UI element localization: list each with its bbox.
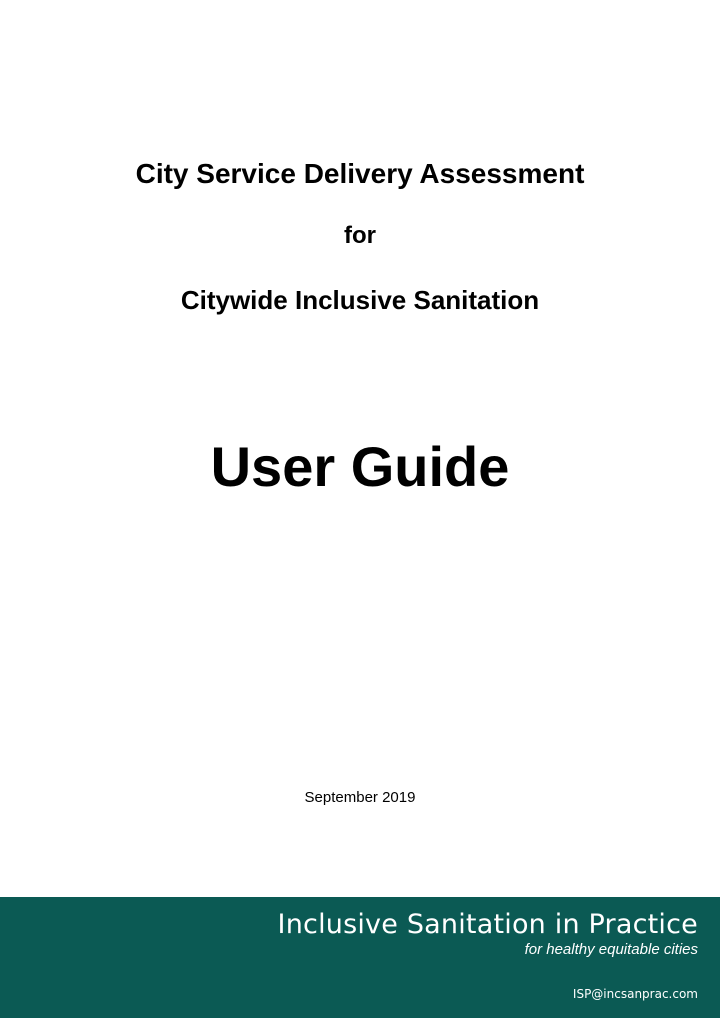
title-line-1: City Service Delivery Assessment: [135, 158, 585, 189]
publication-date: September 2019: [304, 789, 416, 806]
contact-email[interactable]: ISP@incsanprac.com: [572, 987, 698, 1001]
document-type-heading: User Guide: [210, 435, 510, 498]
brand-tagline: for healthy equitable cities: [524, 941, 698, 958]
title-line-2: for: [344, 222, 376, 249]
title-line-3: Citywide Inclusive Sanitation: [180, 285, 540, 315]
brand-name: Inclusive Sanitation in Practice: [277, 909, 698, 940]
